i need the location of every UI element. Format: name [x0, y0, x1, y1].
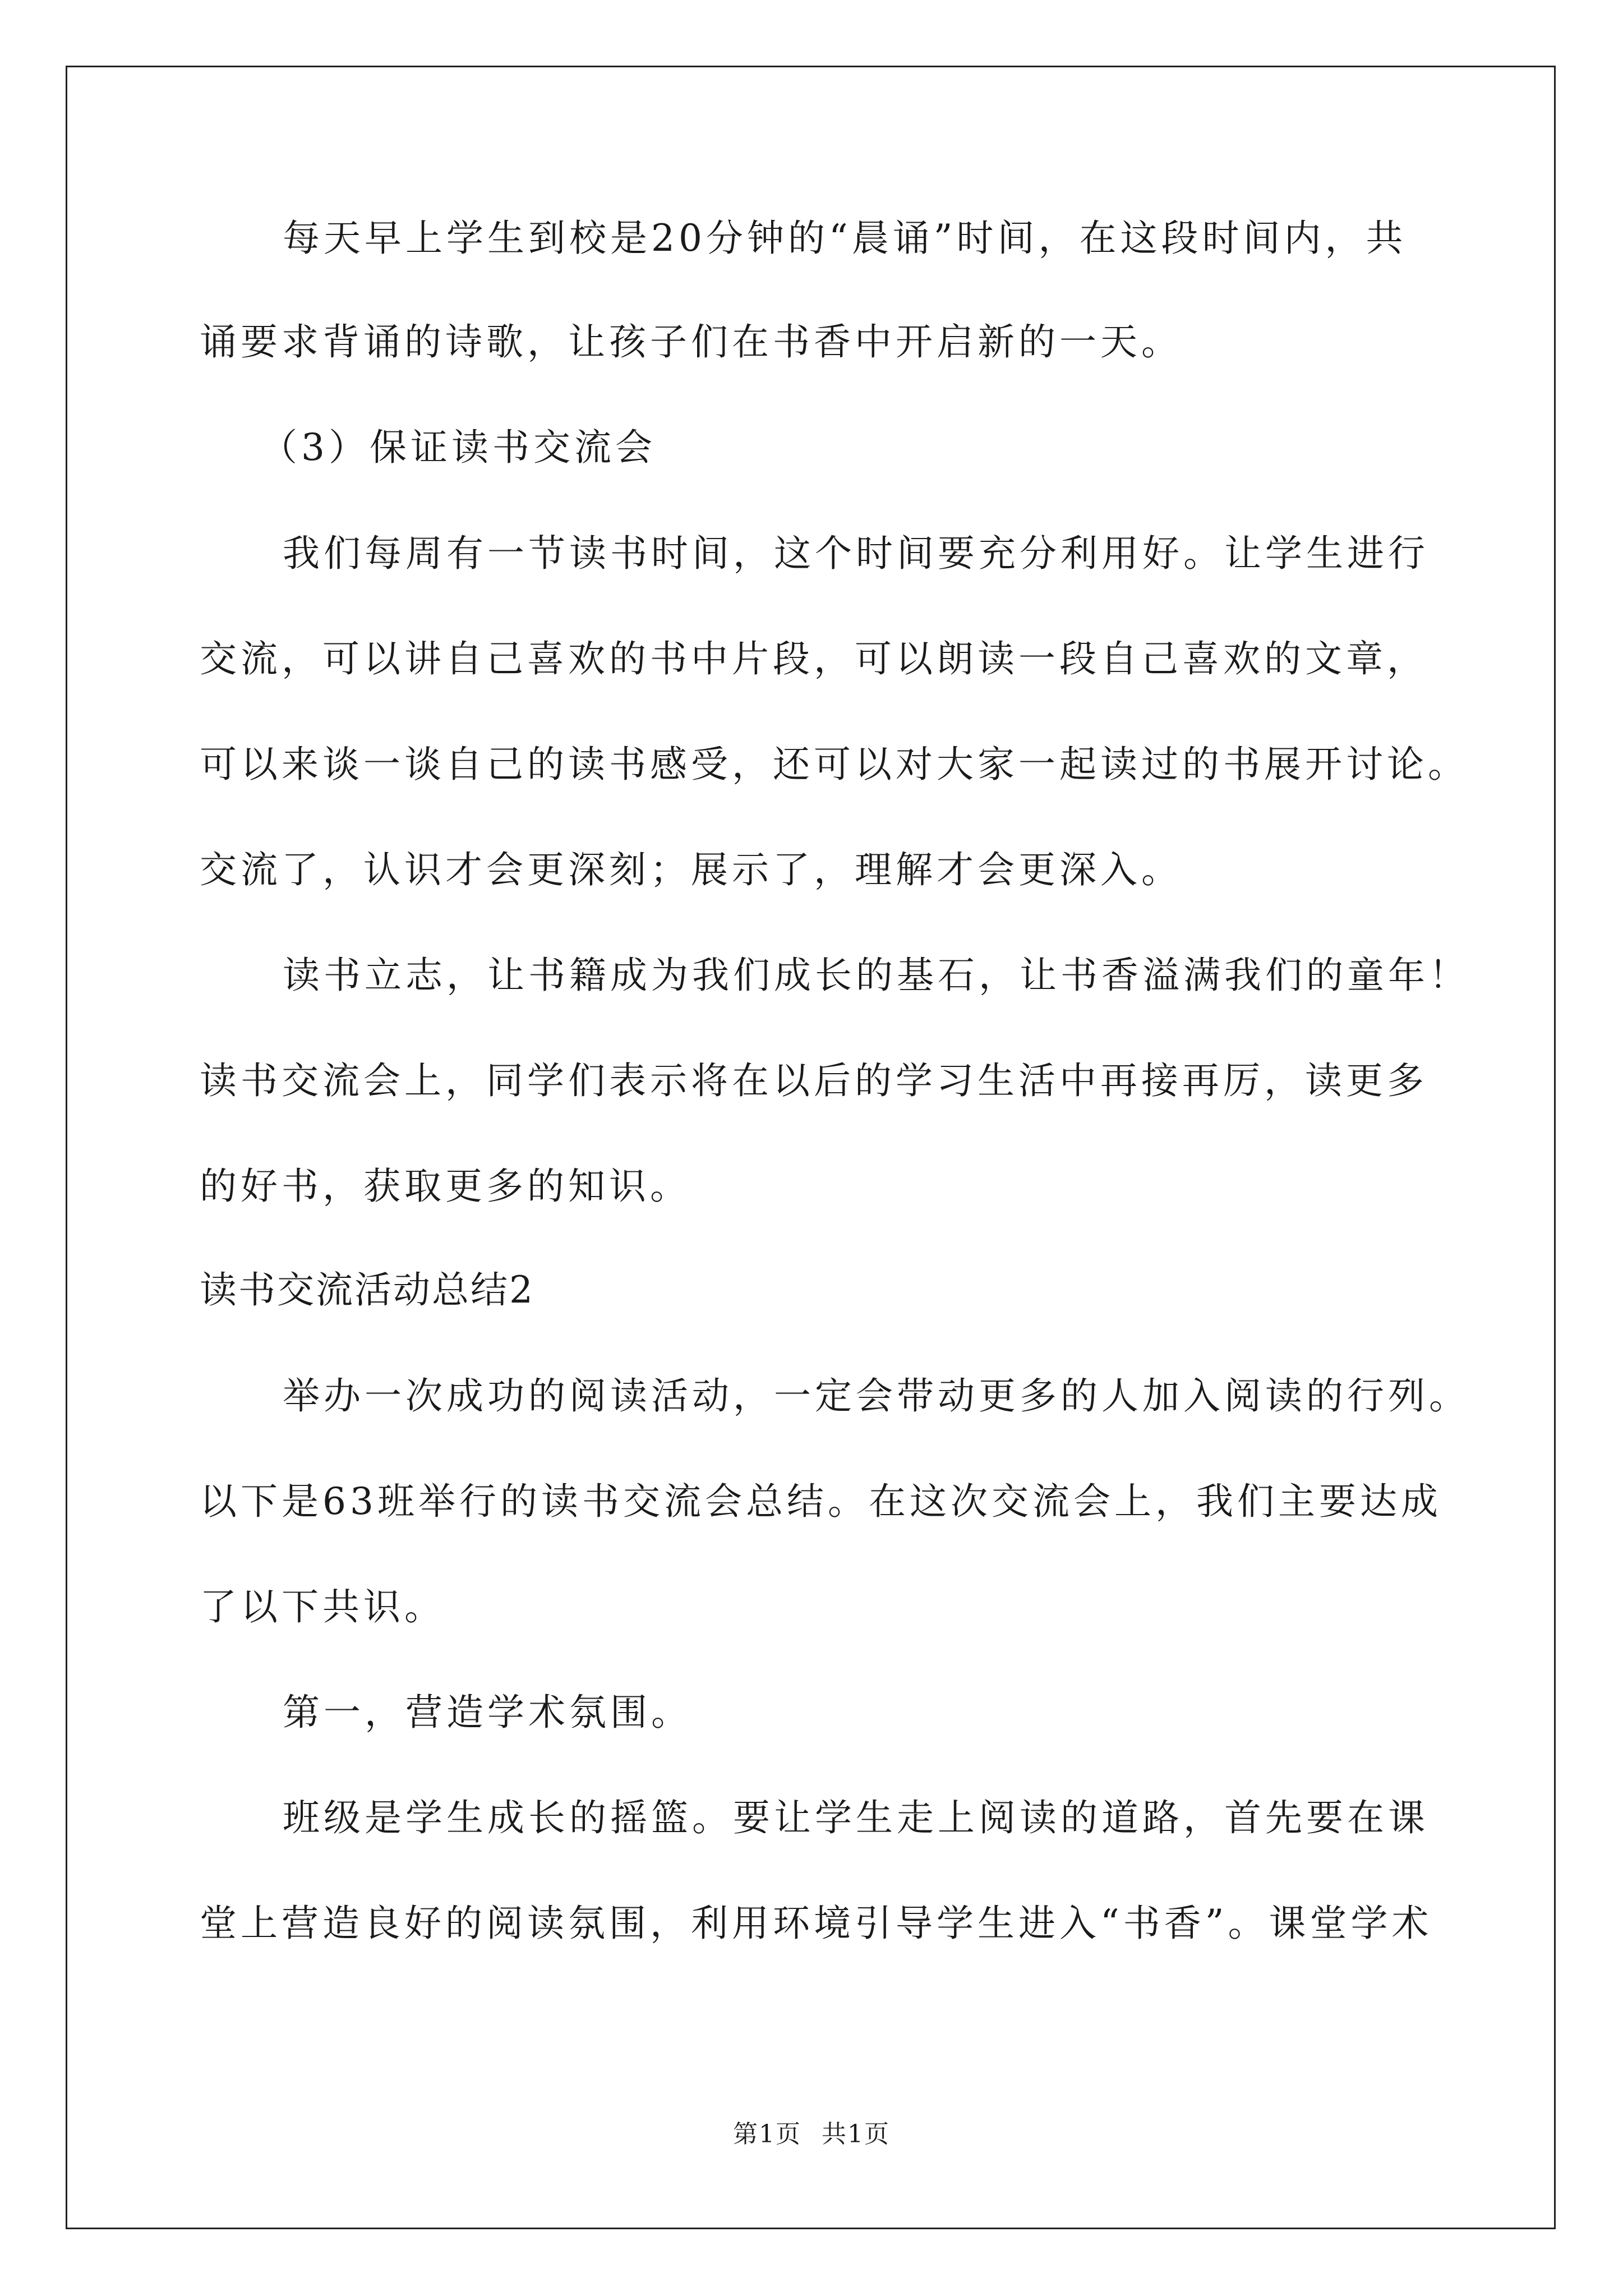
paragraph-line: 可以来谈一谈自己的读书感受，还可以对大家一起读过的书展开讨论。	[200, 743, 1469, 786]
paragraph-line: 的好书，获取更多的知识。	[200, 1165, 691, 1208]
section-heading: 读书交流活动总结2	[200, 1268, 534, 1312]
paragraph-line: 堂上营造良好的阅读氛围，利用环境引导学生进入“书香”。课堂学术	[200, 1902, 1433, 1945]
paragraph-line: 交流了，认识才会更深刻；展示了，理解才会更深入。	[200, 848, 1182, 891]
subheading: （3）保证读书交流会	[260, 426, 656, 469]
page-total: 共1页	[822, 2120, 890, 2148]
paragraph-line: 读书立志，让书籍成为我们成长的基石，让书香溢满我们的童年！	[283, 954, 1470, 997]
paragraph-line: 第一，营造学术氛围。	[283, 1691, 692, 1734]
paragraph-line: 举办一次成功的阅读活动，一定会带动更多的人加入阅读的行列。	[283, 1374, 1470, 1418]
paragraph-line: 每天早上学生到校是20分钟的“晨诵”时间，在这段时间内，共	[283, 217, 1407, 260]
paragraph-line: 了以下共识。	[200, 1585, 445, 1628]
paragraph-line: 交流，可以讲自己喜欢的书中片段，可以朗读一段自己喜欢的文章，	[200, 637, 1428, 680]
page-footer	[0, 2118, 1623, 2151]
page-number: 第1页	[733, 2120, 801, 2148]
paragraph-line: 诵要求背诵的诗歌，让孩子们在书香中开启新的一天。	[200, 320, 1182, 364]
paragraph-line: 班级是学生成长的摇篮。要让学生走上阅读的道路，首先要在课	[283, 1796, 1429, 1839]
paragraph-line: 以下是63班举行的读书交流会总结。在这次交流会上，我们主要达成	[200, 1480, 1442, 1523]
paragraph-line: 读书交流会上，同学们表示将在以后的学习生活中再接再厉，读更多	[200, 1059, 1428, 1102]
paragraph-line: 我们每周有一节读书时间，这个时间要充分利用好。让学生进行	[283, 532, 1429, 575]
